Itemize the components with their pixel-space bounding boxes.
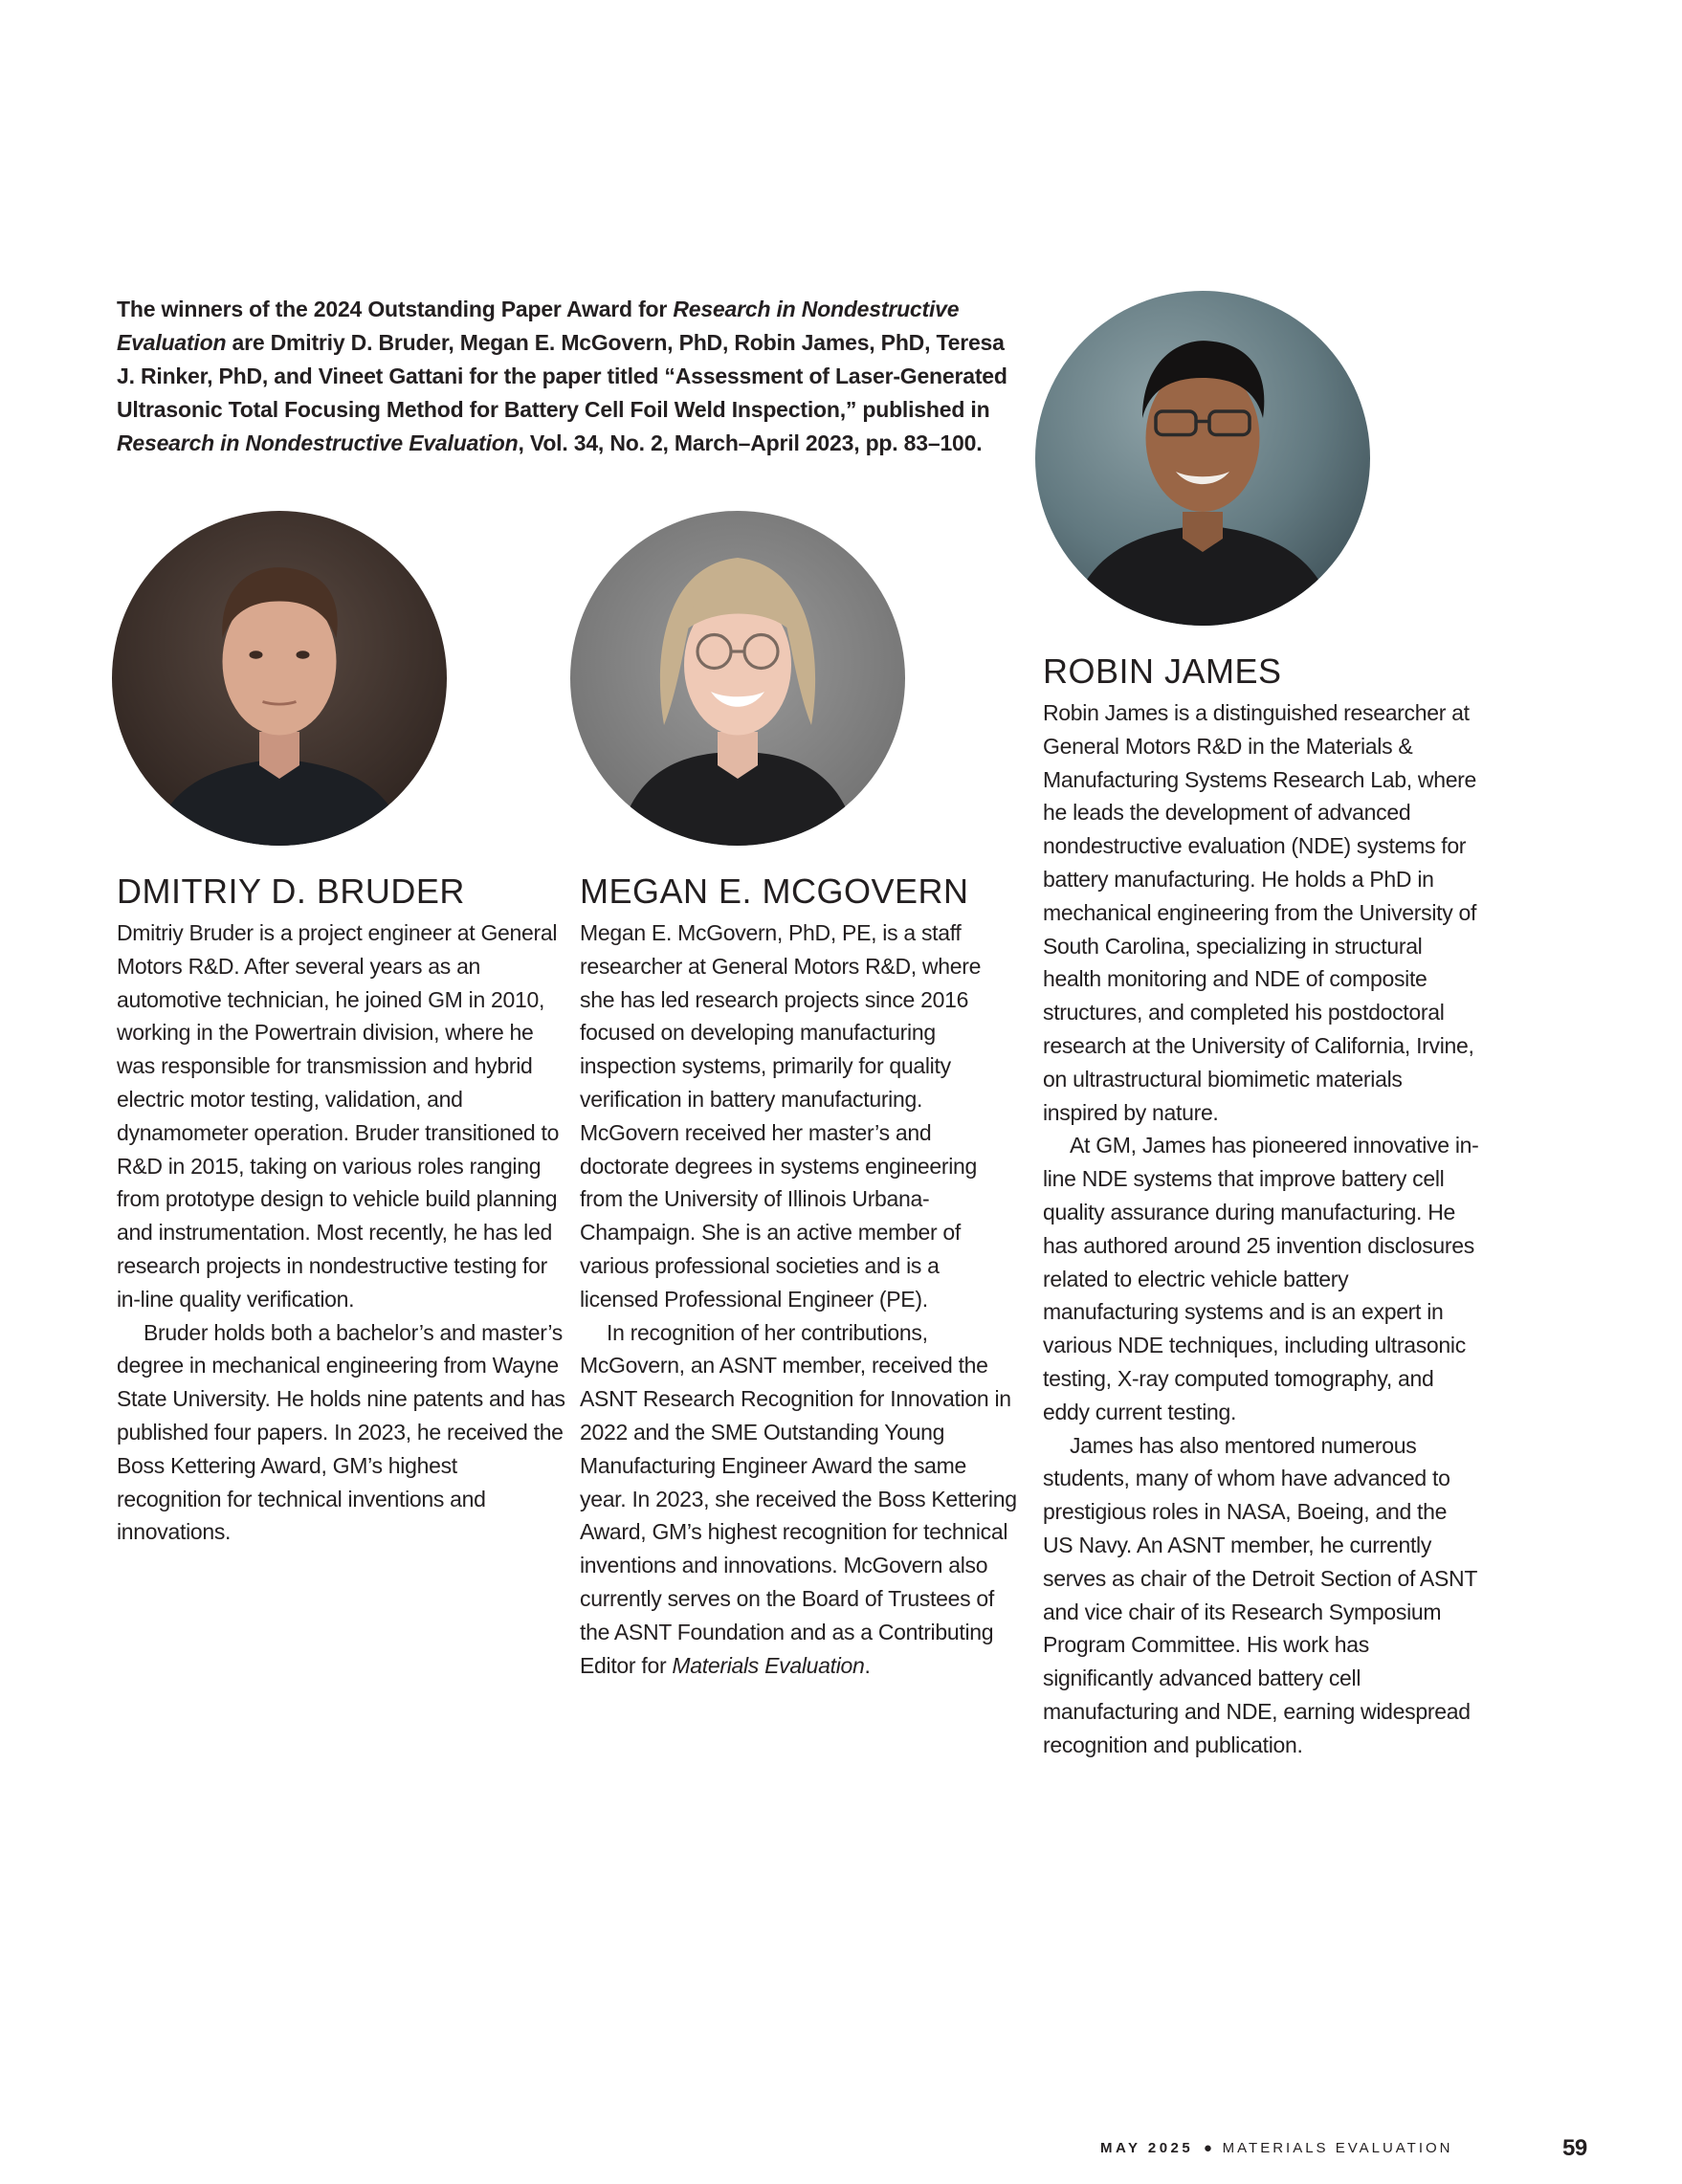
footer-magazine-title: MATERIALS EVALUATION bbox=[1222, 2140, 1453, 2156]
intro-journal-title-1: Research in Nondestructive Evaluation bbox=[117, 297, 960, 355]
james-bio-para-3: James has also mentored numerous students, many of whom have advanced to prestigious roles in NASA, Boeing, and the US Navy. An ASNT member, he currently serves as chair of the Detroit Section of ASNT and vice chair of its Research Symposium Program Committee. His work has significantly advanced battery cell manufacturing and NDE, earning widespread recognition and publication. bbox=[1043, 1432, 1477, 1757]
bruder-bio-para-1: Dmitriy Bruder is a project engineer at General Motors R&D. After several years as an automotive technician, he joined GM in 2010, working in the Powertrain division, where he was responsible for transmission and hybrid electric motor testing, validation, and dynamometer operation. Bruder transitioned to R&D in 2015, taking on various roles ranging from prototype design to vehicle build planning and instrumentation. Most recently, he has led research projects in nondestructive testing for in-line quality verification. bbox=[117, 920, 560, 1312]
mcgovern-bio-para-2-text: In recognition of her contributions, McGovern, an ASNT member, received the ASNT Research Recognition for Innovation in 2022 and the SME Outstanding Young Manufacturing Engineer Award the same year. In 2023, she received the Boss Kettering Award, GM’s highest recognition for technical inventions and innovations. McGovern also currently serves on the Board of Trustees of the ASNT Foundation and as a Contributing Editor for bbox=[580, 1319, 1017, 1678]
robin-james-photo bbox=[1035, 291, 1370, 626]
james-name: ROBIN JAMES bbox=[1043, 651, 1282, 691]
intro-text-3: , Vol. 34, No. 2, March–April 2023, pp. 83–100. bbox=[518, 430, 983, 455]
mcgovern-bio-para-1: Megan E. McGovern, PhD, PE, is a staff researcher at General Motors R&D, where she has led research projects since 2016 focused on developing manufacturing inspection systems, primarily for quality verification in battery manufacturing. McGovern received her master’s and doctorate degrees in systems engineering from the University of Illinois Urbana-Champaign. She is an active member of various professional societies and is a licensed Professional Engineer (PE). bbox=[580, 920, 982, 1312]
mcgovern-bio-para-2-end: . bbox=[864, 1652, 871, 1678]
mcgovern-column bbox=[580, 871, 1018, 1682]
bruder-bio-para-2: Bruder holds both a bachelor’s and master’s degree in mechanical engineering from Wayne State University. He holds nine patents and has published four papers. In 2023, he received the Boss Kettering Award, GM’s highest recognition for technical inventions and innovations. bbox=[117, 1319, 565, 1545]
james-bio bbox=[1043, 696, 1479, 1762]
megan-mcgovern-photo bbox=[570, 511, 905, 846]
james-column bbox=[1043, 651, 1479, 1762]
award-intro bbox=[117, 293, 1026, 460]
mcgovern-name: MEGAN E. MCGOVERN bbox=[580, 871, 969, 911]
mcgovern-bio bbox=[580, 916, 1018, 1682]
mcgovern-bio-para-2 bbox=[580, 1316, 1018, 1683]
intro-journal-title-2: Research in Nondestructive Evaluation bbox=[117, 430, 519, 455]
dmitriy-bruder-photo bbox=[112, 511, 447, 846]
james-bio-para-1: Robin James is a distinguished researcher at General Motors R&D in the Materials & Manufacturing Systems Research Lab, where he leads the development of advanced nondestructive evaluation (NDE) systems for battery manufacturing. He holds a PhD in mechanical engineering from the University of South Carolina, specializing in structural health monitoring and NDE of composite structures, and completed his postdoctoral research at the University of California, Irvine, on ultrastructural biomimetic materials inspired by nature. bbox=[1043, 700, 1477, 1125]
page-number: 59 bbox=[1562, 2135, 1587, 2161]
footer-separator-dot: ● bbox=[1203, 2140, 1212, 2156]
footer-running-head bbox=[1100, 2140, 1453, 2156]
page-footer bbox=[0, 2135, 1682, 2164]
mcgovern-bio-journal: Materials Evaluation bbox=[672, 1652, 865, 1678]
intro-text-2: are Dmitriy D. Bruder, Megan E. McGovern, PhD, Robin James, PhD, Teresa J. Rinker, PhD, and Vineet Gattani for the paper titled “Assessment of Laser-Generated Ultrasonic Total Focusing Method for Battery Cell Foil Weld Inspection,” published in bbox=[117, 330, 1007, 422]
bruder-bio bbox=[117, 916, 566, 1549]
intro-text-1: The winners of the 2024 Outstanding Paper Award for bbox=[117, 297, 674, 321]
james-bio-para-2: At GM, James has pioneered innovative in-line NDE systems that improve battery cell quality assurance during manufacturing. He has authored around 25 invention disclosures related to electric vehicle battery manufacturing systems and is an expert in various NDE techniques, including ultrasonic testing, X-ray computed tomography, and eddy current testing. bbox=[1043, 1133, 1479, 1424]
footer-date: MAY 2025 bbox=[1100, 2140, 1194, 2156]
bruder-name: DMITRIY D. BRUDER bbox=[117, 871, 465, 911]
bruder-column bbox=[117, 871, 566, 1549]
